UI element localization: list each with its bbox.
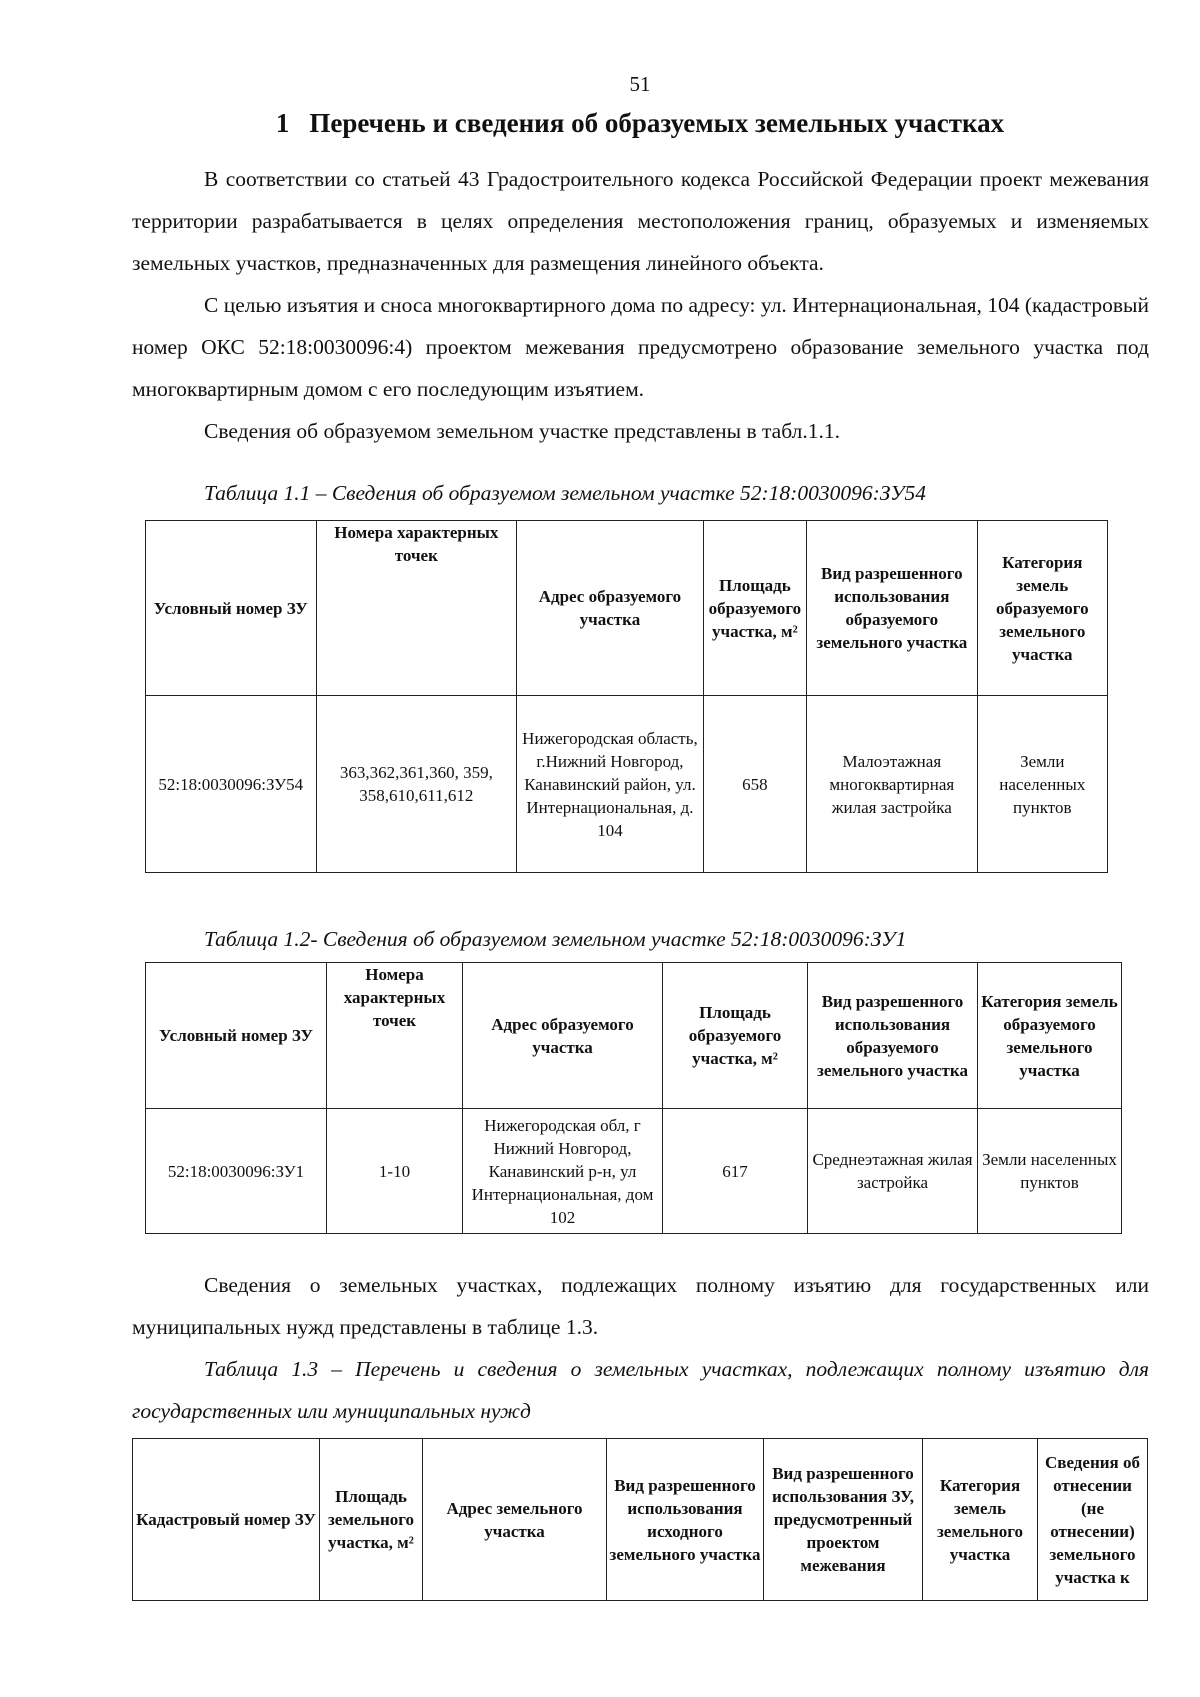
- paragraph-table-reference: Сведения об образуемом земельном участке представлены в табл.1.1.: [204, 419, 840, 443]
- table-1-2: [145, 962, 1122, 1234]
- table1-header-cell: Условный номер ЗУ: [146, 521, 317, 696]
- table1-header-cell: Адрес образуемого участка: [517, 521, 704, 696]
- table3-header-cell: Кадастровый номер ЗУ: [133, 1439, 320, 1601]
- paragraph-withdrawal: С целью изъятия и сноса многоквартирного дома по адресу: ул. Интернациональная, 104 (кадастровый номер ОКС 52:18:0030096:4) проектом межевания предусмотрено образование земельного участка под многоквартирным домом с его последующим изъятием.: [132, 293, 1149, 401]
- table-row: [146, 1109, 1122, 1234]
- table1-cell: 363,362,361,360, 359, 358,610,611,612: [316, 696, 517, 873]
- table3-header-cell: Вид разрешенного использования ЗУ, предусмотренный проектом межевания: [764, 1439, 923, 1601]
- table3-header-row: [133, 1439, 1148, 1601]
- table2-header-cell: Условный номер ЗУ: [146, 963, 327, 1109]
- table2-cell: Земли населенных пунктов: [978, 1109, 1122, 1234]
- table2-header-cell: Площадь образуемого участка, м²: [663, 963, 808, 1109]
- table1-cell: Земли населенных пунктов: [977, 696, 1107, 873]
- table1-caption: Таблица 1.1 – Сведения об образуемом земельном участке 52:18:0030096:ЗУ54: [204, 481, 927, 505]
- table2-header-cell: Вид разрешенного использования образуемого земельного участка: [808, 963, 978, 1109]
- table-1-1: [145, 520, 1108, 873]
- table3-header-cell: Площадь земельного участка, м²: [320, 1439, 423, 1601]
- table2-header-cell: Категория земель образуемого земельного участка: [978, 963, 1122, 1109]
- table3-caption: Таблица 1.3 – Перечень и сведения о земельных участках, подлежащих полному изъятию для государственных или муниципальных нужд: [132, 1357, 1149, 1423]
- table1-cell: 52:18:0030096:ЗУ54: [146, 696, 317, 873]
- table2-header-cell: Номера характерных точек: [327, 963, 463, 1109]
- paragraph-intro: В соответствии со статьей 43 Градостроительного кодекса Российской Федерации проект межевания территории разрабатывается в целях определения местоположения границ, образуемых и изменяемых земельных участков, предназначенных для размещения линейного объекта.: [132, 167, 1149, 275]
- table2-cell: 52:18:0030096:ЗУ1: [146, 1109, 327, 1234]
- paragraph-withdrawal-list: Сведения о земельных участках, подлежащих полному изъятию для государственных или муниципальных нужд представлены в таблице 1.3.: [132, 1273, 1149, 1339]
- table1-header-cell: Площадь образуемого участка, м²: [703, 521, 806, 696]
- table2-cell: 617: [663, 1109, 808, 1234]
- table1-cell: 658: [703, 696, 806, 873]
- table2-header-row: [146, 963, 1122, 1109]
- table3-header-cell: Категория земель земельного участка: [923, 1439, 1038, 1601]
- table1-header-row: [146, 521, 1108, 696]
- table1-cell: Нижегородская область, г.Нижний Новгород, Канавинский район, ул. Интернациональная, д. 104: [517, 696, 704, 873]
- table-row: [146, 696, 1108, 873]
- page-number: 51: [629, 72, 651, 96]
- table2-caption: Таблица 1.2- Сведения об образуемом земельном участке 52:18:0030096:ЗУ1: [204, 927, 907, 951]
- table2-cell: 1-10: [327, 1109, 463, 1234]
- table1-cell: Малоэтажная многоквартирная жилая застройка: [807, 696, 978, 873]
- table2-cell: Нижегородская обл, г Нижний Новгород, Канавинский р-н, ул Интернациональная, дом 102: [463, 1109, 663, 1234]
- table3-header-cell: Адрес земельного участка: [423, 1439, 607, 1601]
- table3-header-cell: Вид разрешенного использования исходного земельного участка: [607, 1439, 764, 1601]
- table3-header-cell: Сведения об отнесении (не отнесении) земельного участка к: [1038, 1439, 1148, 1601]
- section-title: Перечень и сведения об образуемых земельных участках: [309, 108, 1005, 138]
- section-heading: [0, 108, 1200, 139]
- table1-header-cell: Категория земель образуемого земельного участка: [977, 521, 1107, 696]
- table-1-3: [132, 1438, 1148, 1601]
- table1-header-cell: Номера характерных точек: [316, 521, 517, 696]
- section-number: 1: [275, 108, 290, 138]
- table1-header-cell: Вид разрешенного использования образуемого земельного участка: [807, 521, 978, 696]
- table2-cell: Среднеэтажная жилая застройка: [808, 1109, 978, 1234]
- table2-header-cell: Адрес образуемого участка: [463, 963, 663, 1109]
